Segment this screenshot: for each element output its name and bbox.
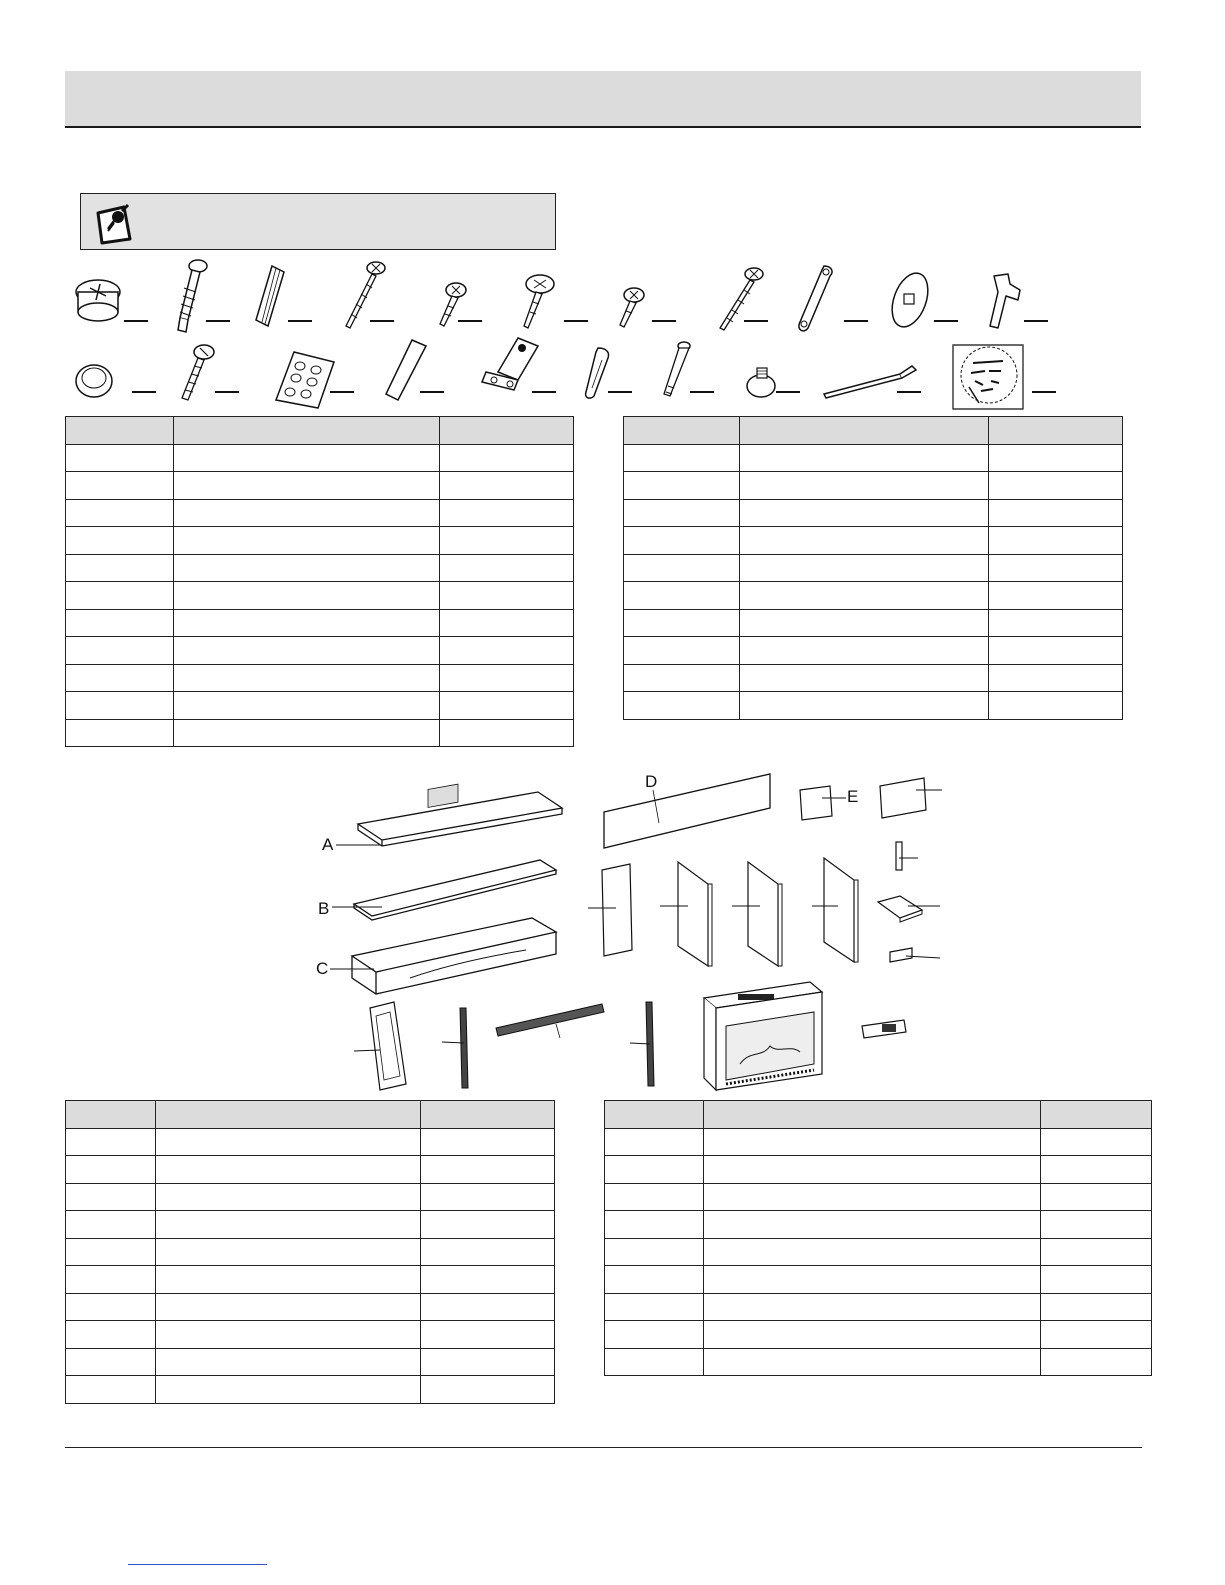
table-cell xyxy=(421,1211,555,1239)
table-cell xyxy=(703,1348,1040,1376)
decorative-beam xyxy=(496,1004,604,1038)
table-row xyxy=(66,1266,555,1294)
table-cell xyxy=(66,1376,156,1404)
table-cell xyxy=(739,637,988,665)
table-row xyxy=(66,1321,555,1349)
table-cell xyxy=(703,1321,1040,1349)
table-cell xyxy=(421,1128,555,1156)
table-row xyxy=(66,637,574,665)
parts-diagram xyxy=(300,768,960,1098)
hardware-pack-icon xyxy=(951,343,1027,411)
table-cell xyxy=(173,582,439,610)
table-header-row xyxy=(605,1101,1152,1129)
table-cell xyxy=(605,1128,704,1156)
label-a: A xyxy=(322,835,334,854)
table-cell xyxy=(173,664,439,692)
table-row xyxy=(605,1266,1152,1294)
header-cell xyxy=(605,1101,704,1129)
glide-icon xyxy=(744,366,778,400)
table-row xyxy=(605,1128,1152,1156)
table-cell xyxy=(66,1293,156,1321)
table-cell xyxy=(1041,1183,1152,1211)
header-cell xyxy=(421,1101,555,1129)
table-cell xyxy=(989,499,1123,527)
side-panel-1 xyxy=(588,864,632,956)
table-cell xyxy=(173,637,439,665)
table-row xyxy=(66,1376,555,1404)
table-cell xyxy=(173,554,439,582)
table-cell xyxy=(66,1348,156,1376)
table-cell xyxy=(605,1321,704,1349)
washer-head-screw-icon xyxy=(514,272,558,332)
table-cell xyxy=(739,582,988,610)
hardware-table-left xyxy=(65,416,574,747)
table-cell xyxy=(66,719,174,747)
electric-fireplace-insert xyxy=(704,982,822,1090)
side-panel-3 xyxy=(732,862,782,966)
table-cell xyxy=(989,444,1123,472)
table-cell xyxy=(66,1321,156,1349)
table-cell xyxy=(440,554,574,582)
qty-line xyxy=(215,391,239,393)
part-e-small-panel xyxy=(800,786,846,820)
table-cell xyxy=(624,444,740,472)
long-screw-icon xyxy=(336,258,386,334)
header-cell xyxy=(173,417,439,445)
table-row xyxy=(66,1156,555,1184)
qty-line xyxy=(844,320,868,322)
qty-line xyxy=(776,391,800,393)
table-cell xyxy=(173,719,439,747)
table-row xyxy=(605,1183,1152,1211)
table-row xyxy=(66,582,574,610)
glass-door-frame xyxy=(354,1002,406,1090)
table-cell xyxy=(624,472,740,500)
table-cell xyxy=(66,554,174,582)
table-row xyxy=(624,582,1123,610)
header-cell xyxy=(66,1101,156,1129)
qty-line xyxy=(897,391,921,393)
table-row xyxy=(605,1211,1152,1239)
table-cell xyxy=(1041,1156,1152,1184)
knob-screw-icon xyxy=(172,342,216,404)
table-cell xyxy=(155,1156,420,1184)
table-row xyxy=(624,527,1123,555)
table-cell xyxy=(703,1156,1040,1184)
table-cell xyxy=(703,1238,1040,1266)
table-row xyxy=(605,1293,1152,1321)
table-cell xyxy=(605,1156,704,1184)
table-cell xyxy=(1041,1211,1152,1239)
qty-line xyxy=(458,320,482,322)
table-cell xyxy=(421,1348,555,1376)
table-cell xyxy=(739,609,988,637)
table-row xyxy=(66,499,574,527)
table-cell xyxy=(739,444,988,472)
table-cell xyxy=(1041,1348,1152,1376)
table-cell xyxy=(440,637,574,665)
table-cell xyxy=(624,692,740,720)
table-cell xyxy=(66,1128,156,1156)
table-cell xyxy=(155,1183,420,1211)
header-cell xyxy=(703,1101,1040,1129)
table-row xyxy=(624,554,1123,582)
header-cell xyxy=(66,417,174,445)
table-cell xyxy=(155,1266,420,1294)
small-block xyxy=(890,948,940,962)
anti-tip-strap-icon xyxy=(794,262,838,334)
table-cell xyxy=(739,472,988,500)
qty-line xyxy=(370,320,394,322)
table-cell xyxy=(155,1321,420,1349)
table-cell xyxy=(624,554,740,582)
table-row xyxy=(66,1293,555,1321)
table-cell xyxy=(989,472,1123,500)
table-cell xyxy=(440,609,574,637)
qty-line xyxy=(564,320,588,322)
table-cell xyxy=(624,664,740,692)
table-cell xyxy=(66,499,174,527)
table-cell xyxy=(605,1293,704,1321)
hex-bolt-icon xyxy=(654,338,694,400)
label-c: C xyxy=(316,959,329,978)
note-box xyxy=(80,193,556,250)
table-row xyxy=(624,609,1123,637)
felt-pads-icon xyxy=(272,348,336,410)
table-header-row xyxy=(624,417,1123,445)
table-cell xyxy=(605,1211,704,1239)
table-row xyxy=(66,527,574,555)
footer-rule xyxy=(65,1447,1142,1448)
qty-line xyxy=(206,320,230,322)
table-cell xyxy=(66,1211,156,1239)
table-cell xyxy=(66,444,174,472)
table-cell xyxy=(1041,1293,1152,1321)
qty-line xyxy=(288,320,312,322)
table-cell xyxy=(624,582,740,610)
table-row xyxy=(624,499,1123,527)
table-cell xyxy=(703,1266,1040,1294)
table-cell xyxy=(624,609,740,637)
table-cell xyxy=(421,1376,555,1404)
table-cell xyxy=(440,719,574,747)
part-a-top-panel xyxy=(336,784,562,846)
side-bracket-panel xyxy=(880,778,942,818)
table-cell xyxy=(155,1238,420,1266)
table-header-row xyxy=(66,1101,555,1129)
cam-lock-icon xyxy=(70,270,126,332)
table-cell xyxy=(624,499,740,527)
table-row xyxy=(66,692,574,720)
table-row xyxy=(605,1238,1152,1266)
table-cell xyxy=(155,1348,420,1376)
table-cell xyxy=(66,692,174,720)
table-cell xyxy=(989,582,1123,610)
table-cell xyxy=(624,527,740,555)
hinge-icon xyxy=(478,332,550,394)
table-cell xyxy=(173,609,439,637)
qty-line xyxy=(652,320,676,322)
table-cell xyxy=(739,692,988,720)
header-cell xyxy=(1041,1101,1152,1129)
table-row xyxy=(624,444,1123,472)
qty-line xyxy=(744,320,768,322)
table-cell xyxy=(66,582,174,610)
header-cell xyxy=(624,417,740,445)
table-row xyxy=(624,664,1123,692)
table-cell xyxy=(989,527,1123,555)
table-row xyxy=(66,609,574,637)
small-shelf-block xyxy=(878,896,940,922)
table-row xyxy=(605,1348,1152,1376)
table-cell xyxy=(66,609,174,637)
hardware-table-right xyxy=(623,416,1123,720)
table-header-row xyxy=(66,417,574,445)
table-cell xyxy=(66,1238,156,1266)
parts-table-left xyxy=(65,1100,555,1404)
table-cell xyxy=(1041,1238,1152,1266)
table-cell xyxy=(989,664,1123,692)
knob-icon xyxy=(72,362,116,400)
table-row xyxy=(66,554,574,582)
table-cell xyxy=(440,472,574,500)
header-cell xyxy=(440,417,574,445)
side-panel-2 xyxy=(660,862,712,966)
table-row xyxy=(66,1128,555,1156)
table-cell xyxy=(440,444,574,472)
remote-control xyxy=(862,1020,906,1038)
table-row xyxy=(605,1156,1152,1184)
part-c-bottom-base xyxy=(330,918,556,994)
table-cell xyxy=(703,1183,1040,1211)
touch-up-marker-icon xyxy=(382,336,432,404)
qty-line xyxy=(124,320,148,322)
table-cell xyxy=(1041,1128,1152,1156)
narrow-strip xyxy=(896,842,918,870)
shelf-pin-icon xyxy=(986,270,1026,332)
wooden-dowel-icon xyxy=(252,262,288,330)
table-row xyxy=(66,1183,555,1211)
table-cell xyxy=(421,1156,555,1184)
part-b-shelf-panel xyxy=(332,860,556,920)
table-cell xyxy=(605,1266,704,1294)
table-cell xyxy=(1041,1321,1152,1349)
table-cell xyxy=(739,527,988,555)
table-cell xyxy=(624,637,740,665)
table-cell xyxy=(66,1156,156,1184)
table-cell xyxy=(421,1293,555,1321)
header-cell xyxy=(739,417,988,445)
table-cell xyxy=(155,1376,420,1404)
table-cell xyxy=(605,1348,704,1376)
table-cell xyxy=(173,444,439,472)
table-cell xyxy=(440,692,574,720)
table-cell xyxy=(421,1183,555,1211)
oval-bracket-icon xyxy=(886,268,934,332)
table-row xyxy=(66,1211,555,1239)
qty-line xyxy=(690,391,714,393)
cam-bolt-icon xyxy=(170,258,210,336)
table-cell xyxy=(66,472,174,500)
header-cell xyxy=(155,1101,420,1129)
qty-line xyxy=(608,391,632,393)
table-cell xyxy=(173,692,439,720)
pushpin-note-icon xyxy=(94,201,136,245)
part-d-back-panel xyxy=(604,774,770,848)
table-row xyxy=(624,472,1123,500)
table-cell xyxy=(155,1128,420,1156)
table-cell xyxy=(739,554,988,582)
table-row xyxy=(66,472,574,500)
table-cell xyxy=(605,1183,704,1211)
table-cell xyxy=(440,527,574,555)
table-cell xyxy=(989,637,1123,665)
table-cell xyxy=(173,527,439,555)
table-row xyxy=(624,692,1123,720)
table-row xyxy=(66,444,574,472)
footer-link-underline[interactable] xyxy=(128,1564,267,1565)
label-d: D xyxy=(645,772,658,791)
decorative-column-left xyxy=(442,1008,468,1088)
table-cell xyxy=(173,499,439,527)
qty-line xyxy=(1032,391,1056,393)
table-cell xyxy=(739,664,988,692)
table-cell xyxy=(66,1183,156,1211)
label-b: B xyxy=(318,899,330,918)
table-cell xyxy=(66,527,174,555)
table-cell xyxy=(605,1238,704,1266)
qty-line xyxy=(934,320,958,322)
header-cell xyxy=(989,417,1123,445)
table-cell xyxy=(66,1266,156,1294)
allen-wrench-icon xyxy=(820,360,920,400)
decorative-column-right xyxy=(630,1002,654,1086)
small-screw-icon xyxy=(610,285,650,331)
table-row xyxy=(66,664,574,692)
table-cell xyxy=(155,1293,420,1321)
table-row xyxy=(605,1321,1152,1349)
table-cell xyxy=(66,637,174,665)
label-e: E xyxy=(847,787,859,806)
table-cell xyxy=(1041,1266,1152,1294)
table-cell xyxy=(989,609,1123,637)
table-cell xyxy=(703,1128,1040,1156)
table-cell xyxy=(989,692,1123,720)
table-row xyxy=(66,1238,555,1266)
table-cell xyxy=(989,554,1123,582)
table-row xyxy=(66,719,574,747)
table-cell xyxy=(155,1211,420,1239)
table-row xyxy=(624,637,1123,665)
qty-line xyxy=(532,391,556,393)
table-cell xyxy=(703,1211,1040,1239)
table-cell xyxy=(440,664,574,692)
table-cell xyxy=(440,499,574,527)
parts-table-right xyxy=(604,1100,1152,1376)
table-cell xyxy=(173,472,439,500)
table-cell xyxy=(66,664,174,692)
table-cell xyxy=(421,1238,555,1266)
table-cell xyxy=(440,582,574,610)
table-cell xyxy=(421,1266,555,1294)
table-cell xyxy=(703,1293,1040,1321)
table-cell xyxy=(421,1321,555,1349)
qty-line xyxy=(132,391,156,393)
qty-line xyxy=(420,391,444,393)
table-row xyxy=(66,1348,555,1376)
qty-line xyxy=(330,391,354,393)
table-cell xyxy=(739,499,988,527)
section-title-bar xyxy=(65,71,1141,128)
side-panel-4 xyxy=(812,858,858,962)
qty-line xyxy=(1024,320,1048,322)
short-screw-icon xyxy=(430,280,470,330)
wall-screw-icon xyxy=(710,264,766,336)
